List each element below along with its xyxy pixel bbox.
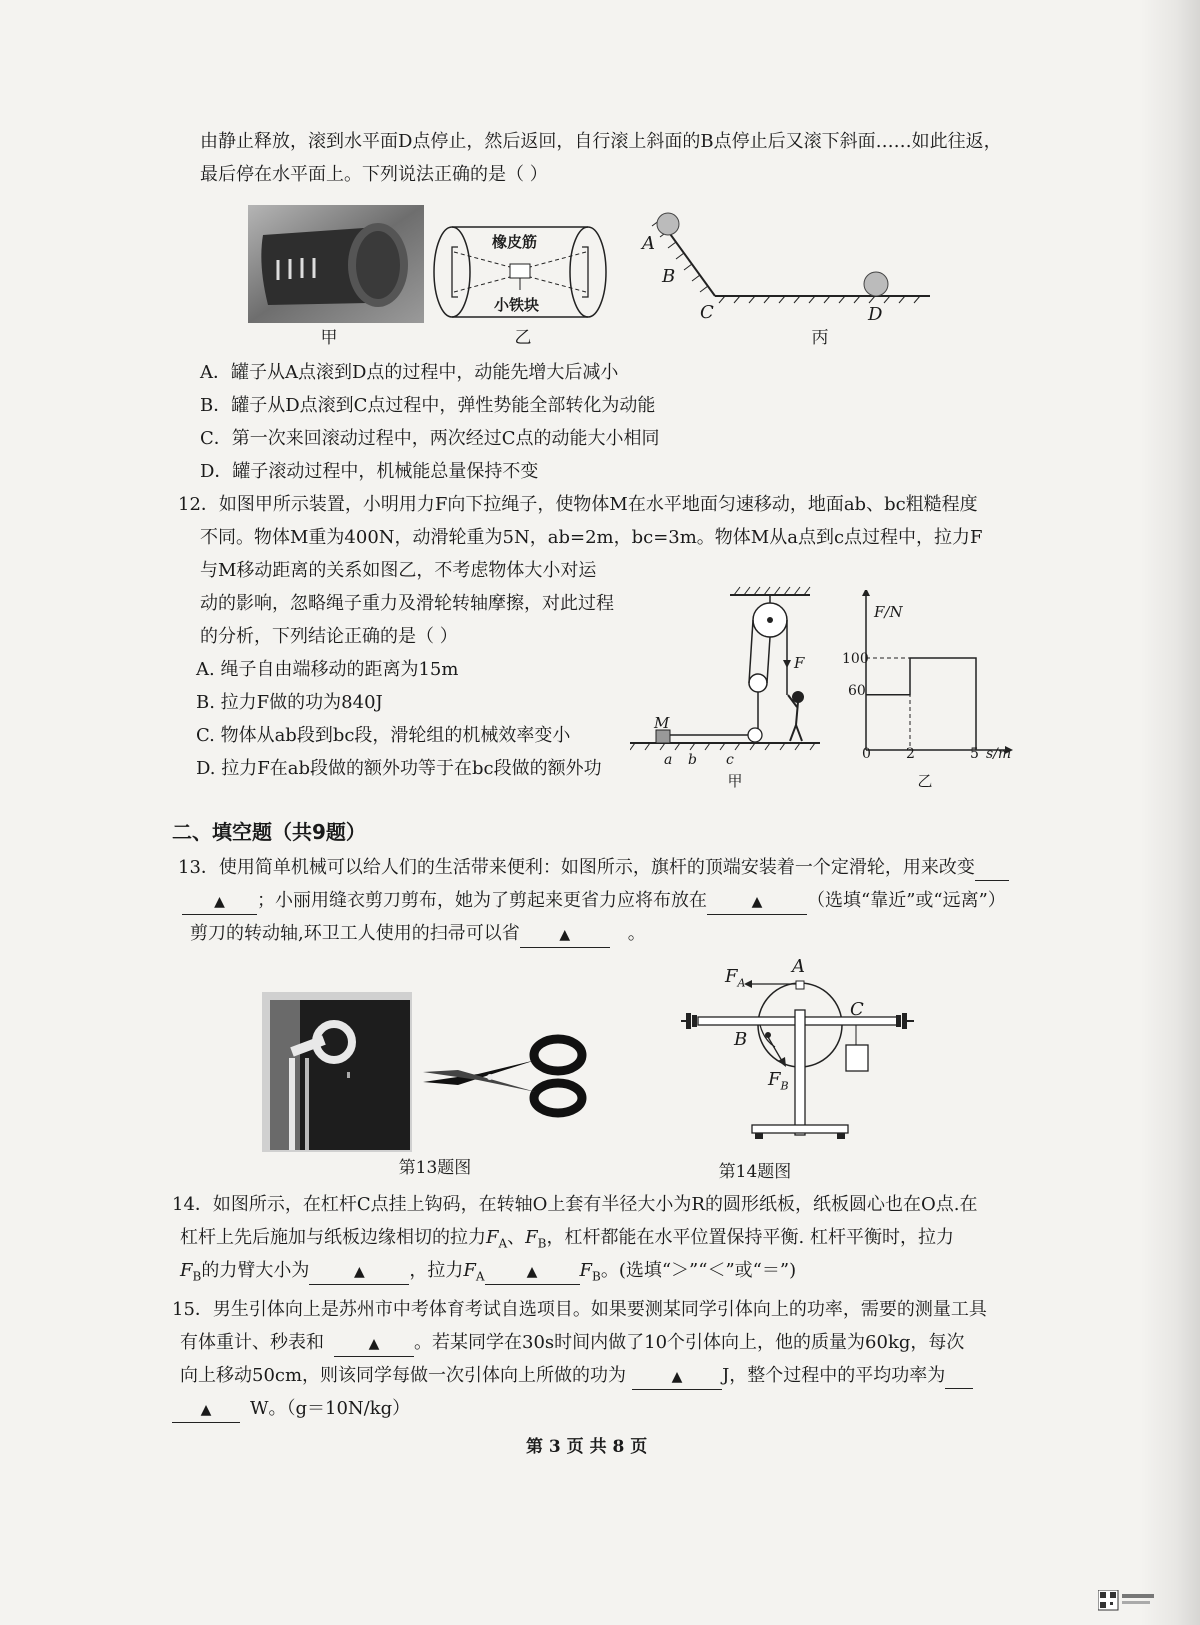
q14-line2: 杠杆上先后施加与纸板边缘相切的拉力$F_A$、$F_B$，杠杆都能在水平位置保持平衡. 杠杆平衡时，拉力	[180, 1227, 954, 1251]
q12-option-d: D. 拉力F在ab段做的额外功等于在bc段做的额外功	[196, 758, 602, 779]
point-a-label: a	[664, 752, 673, 768]
q12-stem-line5: 的分析，下列结论正确的是（ ）	[200, 626, 458, 647]
flagpole-photo	[262, 992, 412, 1152]
q13-text-2b: （选填“靠近”或“远离”）	[807, 890, 1006, 911]
q11-stem-line2: 最后停在水平面上。下列说法正确的是（ ）	[200, 164, 548, 185]
mass-M-label: M	[654, 714, 670, 732]
force-distance-graph	[840, 590, 1020, 765]
q15-line4	[172, 1397, 410, 1423]
q11-option-a: A．罐子从A点滚到D点的过程中，动能先增大后减小	[200, 362, 619, 383]
q14-text-3b: ，拉力	[409, 1260, 464, 1281]
force-series-line	[866, 658, 976, 750]
point-b-label: b	[688, 752, 697, 768]
lever-point-A-label: A	[792, 956, 805, 977]
fig-yi-label: 乙	[514, 328, 532, 348]
graph-origin: 0	[862, 746, 871, 762]
iron-block-label: 小铁块	[494, 296, 540, 314]
point-c-label: c	[726, 752, 734, 768]
q15-line3	[180, 1364, 973, 1390]
q14-text-3c: 。(选填“＞”“＜”或“＝”)	[600, 1260, 797, 1281]
can-photo	[248, 205, 424, 323]
force-F-label: F	[794, 654, 805, 672]
q15-line2	[180, 1331, 964, 1357]
q13-text-3a: 剪刀的转动轴,环卫工人使用的扫帚可以省	[190, 923, 520, 944]
q13-line3	[190, 922, 646, 948]
q12-stem-line1: 12．如图甲所示装置，小明用力F向下拉绳子，使物体M在水平地面匀速移动，地面ab、bc粗糙程度	[178, 494, 978, 515]
q15-text-2b: 。若某同学在30s时间内做了10个引体向上，他的质量为60kg，每次	[414, 1332, 965, 1353]
lever-point-B-label: B	[734, 1029, 748, 1050]
graph-xtick-5: 5	[970, 746, 979, 762]
page-edge-shadow	[1140, 0, 1200, 1625]
graph-ylabel: F/N	[874, 603, 903, 621]
q14-line3: $F_B$的力臂大小为 ▲ ，拉力$F_A$ ▲ $F_B$。(选填“＞”“＜”或“＝”)	[180, 1260, 797, 1284]
force-FA-letter: F	[725, 966, 738, 987]
force-FB-subscript: B	[780, 1079, 789, 1093]
q15-blank-3-lead[interactable]	[945, 1364, 973, 1389]
q12-option-a: A. 绳子自由端移动的距离为15m	[196, 659, 459, 680]
q15-text-4: W。（g＝10N/kg）	[250, 1398, 411, 1419]
point-D-label: D	[868, 304, 883, 325]
blank-mark: ▲	[559, 927, 571, 943]
q13-text-2a: ；小丽用缝衣剪刀剪布，她为了剪起来更省力应将布放在	[257, 890, 707, 911]
blank-mark: ▲	[353, 1264, 365, 1280]
q15-blank-2[interactable]	[632, 1364, 722, 1390]
q14-blank-2[interactable]	[485, 1259, 580, 1285]
q12-stem-line3: 与M移动距离的关系如图乙，不考虑物体大小对运	[200, 560, 597, 581]
fig12-jia-label: 甲	[727, 772, 743, 790]
scissors-image	[418, 1030, 588, 1120]
q15-blank-3[interactable]	[172, 1397, 240, 1423]
q13-blank-2[interactable]	[707, 889, 807, 915]
lever-disc-diagram	[680, 965, 920, 1145]
q13-blank-1-lead[interactable]	[975, 856, 1009, 881]
q13-text-3b: 。	[627, 923, 646, 944]
q14-text-2b: ，杠杆都能在水平位置保持平衡. 杠杆平衡时，拉力	[546, 1227, 954, 1248]
q13-blank-3[interactable]	[520, 922, 610, 948]
point-C-label: C	[700, 302, 714, 323]
q13-line2	[182, 889, 1006, 915]
point-B-label: B	[662, 266, 676, 287]
graph-xlabel: s/m	[986, 746, 1012, 762]
q12-option-b: B. 拉力F做的功为840J	[196, 692, 383, 713]
blank-mark: ▲	[368, 1336, 380, 1352]
q14-text-3a: 的力臂大小为	[201, 1260, 310, 1281]
lever-point-C-label: C	[850, 999, 864, 1020]
blank-mark: ▲	[526, 1264, 538, 1280]
rubber-band-label: 橡皮筋	[492, 233, 538, 251]
q12-stem-line2: 不同。物体M重为400N，动滑轮重为5N，ab=2m，bc=3m。物体M从a点到c点过程中，拉力F	[200, 527, 983, 548]
page-footer: 第 3 页 共 8 页	[526, 1437, 648, 1457]
blank-mark: ▲	[214, 894, 225, 910]
q14-text-2a: 杠杆上先后施加与纸板边缘相切的拉力	[180, 1227, 486, 1248]
q13-figure-caption: 第13题图	[398, 1158, 472, 1178]
q13-text-1: 13．使用简单机械可以给人们的生活带来便利：如图所示，旗杆的顶端安装着一个定滑轮，用来改变	[178, 857, 975, 878]
point-A-label: A	[642, 233, 655, 254]
blank-mark: ▲	[671, 1369, 683, 1385]
q15-text-2a: 有体重计、秒表和	[180, 1332, 324, 1353]
fig-bing-label: 丙	[811, 328, 829, 348]
qr-watermark	[1098, 1590, 1158, 1612]
graph-xtick-2: 2	[906, 746, 915, 762]
q14-figure-caption: 第14题图	[718, 1162, 792, 1182]
q15-line1: 15．男生引体向上是苏州市中考体育考试自选项目。如果要测某同学引体向上的功率，需要的测量工具	[172, 1299, 987, 1320]
graph-ytick-60: 60	[848, 683, 866, 699]
force-FB-letter: F	[768, 1069, 781, 1090]
fig12-yi-label: 乙	[917, 772, 933, 790]
q11-option-b: B．罐子从D点滚到C点过程中，弹性势能全部转化为动能	[200, 395, 656, 416]
blank-mark: ▲	[751, 894, 763, 910]
q15-blank-1[interactable]	[334, 1331, 414, 1357]
force-FB-label	[768, 1068, 789, 1099]
slope-diagram	[630, 208, 940, 318]
q13-blank-1[interactable]	[182, 889, 257, 915]
blank-mark: ▲	[200, 1402, 212, 1418]
q11-stem-line1: 由静止释放，滚到水平面D点停止，然后返回，自行滚上斜面的B点停止后又滚下斜面……如此往返，	[200, 131, 1002, 152]
graph-ytick-100: 100	[842, 651, 869, 667]
q11-option-c: C．第一次来回滚动过程中，两次经过C点的动能大小相同	[200, 428, 660, 449]
q15-text-3b: J，整个过程中的平均功率为	[722, 1365, 946, 1386]
section-fill-blank-title: 二、填空题（共9题）	[172, 820, 366, 844]
q14-blank-1[interactable]	[309, 1259, 409, 1285]
q12-option-c: C. 物体从ab段到bc段，滑轮组的机械效率变小	[196, 725, 571, 746]
q14-line1: 14．如图所示，在杠杆C点挂上钩码，在转轴O上套有半径大小为R的圆形纸板，纸板圆心也在O点.在	[172, 1194, 978, 1215]
q13-line1	[178, 856, 1009, 881]
force-FA-subscript: A	[737, 976, 746, 990]
fig-jia-label: 甲	[320, 328, 338, 348]
q15-text-3a: 向上移动50cm，则该同学每做一次引体向上所做的功为	[180, 1365, 627, 1386]
force-FA-label	[725, 965, 745, 996]
q12-stem-line4: 动的影响，忽略绳子重力及滑轮转轴摩擦，对此过程	[200, 593, 614, 614]
q11-option-d: D．罐子滚动过程中，机械能总量保持不变	[200, 461, 539, 482]
